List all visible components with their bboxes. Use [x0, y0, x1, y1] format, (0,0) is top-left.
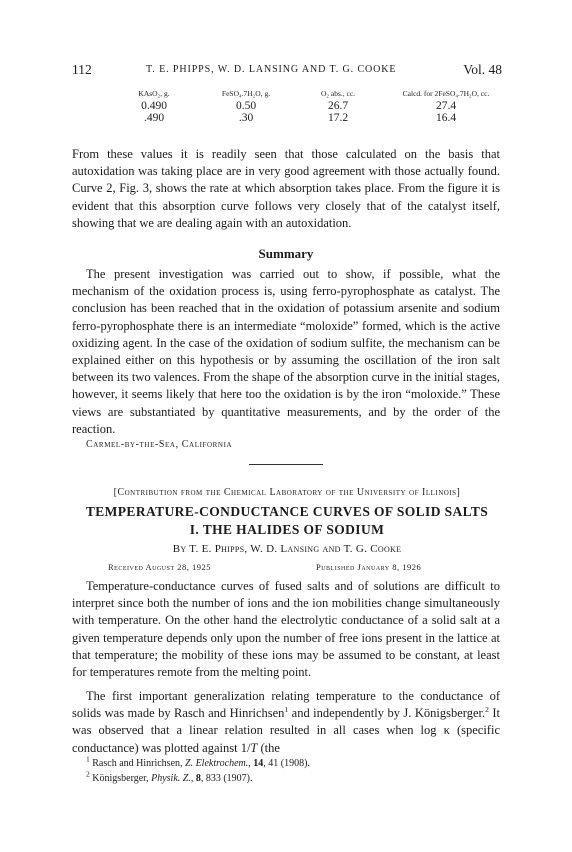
received-date: Received August 28, 1925 — [108, 562, 212, 572]
table-row — [110, 112, 510, 125]
table-header-row — [110, 90, 510, 100]
published-date: Published January 8, 1926 — [316, 562, 422, 572]
data-table — [110, 90, 510, 125]
volume-label: Vol. 48 — [463, 62, 502, 77]
footnote-journal: Physik. Z. — [151, 773, 191, 784]
table-cell: 0.50 — [235, 99, 257, 112]
footnote-volume: 8 — [195, 773, 201, 784]
footnote-pages: , 833 (1907). — [200, 773, 253, 784]
table-cell: 0.490 — [141, 99, 167, 112]
column-header: O₂ abs., cc. — [320, 89, 356, 98]
table-row — [110, 100, 510, 113]
footnote-volume: 14 — [253, 758, 264, 769]
footnote-pages: , 41 (1908). — [263, 758, 310, 769]
text-run: It was observed that a linear relation resulted in all cases when log κ (specific conductance) was plotted against 1/ — [72, 706, 500, 755]
table-cell: 17.2 — [327, 112, 349, 124]
footnote: $^1$ Rasch and Hinrichsen, Z. Elektrochem., 14, 41 (1908). — [86, 754, 310, 769]
body-paragraph: Temperature-conductance curves of fused salts and of solutions are difficult to interpret since both the number of ions and the ion mobilities change simultaneously with temperature. On the other hand the electrolytic conductance of a solid salt at a given temperature depends only upon the number of free ions present in the lattice at that temperature; the mobility of these ions may be assumed to be constant, at least for temperatures remote from the melting point. — [72, 579, 500, 680]
text-run: The first important generalization relating temperature to the conductance of solids was made by Rasch and Hinrichsen — [72, 689, 500, 721]
table-cell: .30 — [238, 112, 254, 124]
footnote-ref[interactable]: 1 — [284, 705, 289, 715]
math-variable: T — [250, 740, 258, 755]
text-run: and independently by J. Königsberger. — [288, 706, 486, 721]
column-header: Calcd. for 2FeSO₄.7H₂O, cc. — [402, 89, 490, 98]
footnote-authors: Königsberger, — [92, 773, 152, 784]
table-cell: 26.7 — [327, 99, 349, 112]
column-header: FeSO₄.7H₂O, g. — [221, 89, 271, 98]
column-header: KAsO₂, g. — [138, 89, 170, 98]
page-number: 112 — [72, 62, 92, 77]
contribution-line: [Contribution from the Chemical Laboratory of the University of Illinois] — [113, 487, 461, 498]
location-line: Carmel-by-the-Sea, California — [86, 439, 233, 450]
running-header — [72, 62, 502, 82]
divider-rule — [249, 464, 323, 465]
footnote-authors: Rasch and Hinrichsen, — [92, 758, 186, 769]
footnote-ref[interactable]: 2 — [485, 705, 489, 715]
author-byline: By T. E. Phipps, W. D. Lansing and T. G. Cooke — [172, 543, 402, 555]
footnote-number: 1 — [86, 754, 90, 764]
running-head-authors: T. E. PHIPPS, W. D. LANSING AND T. G. COOKE — [146, 64, 397, 75]
section-heading-summary: Summary — [258, 246, 314, 261]
text-run: (the — [257, 740, 280, 755]
body-paragraph — [72, 688, 500, 757]
footnote: $^2$ Königsberger, Physik. Z., 8, 833 (1907). — [86, 769, 253, 784]
table-cell: .490 — [143, 112, 165, 124]
table-cell: 27.4 — [435, 99, 457, 112]
article-subtitle: I. THE HALIDES OF SODIUM — [189, 522, 385, 537]
table-cell: 16.4 — [435, 112, 457, 124]
footnote-journal: Z. Elektrochem. — [185, 758, 249, 769]
body-paragraph: From these values it is readily seen that those calculated on the basis that autoxidation was taking place are in very good agreement with those actually found. Curve 2, Fig. 3, shows the rate at which absorption takes place. From the figure it is evident that this absorption curve follows very closely that of the catalyst itself, showing that we are dealing again with an autoxidation. — [72, 147, 500, 230]
footnote-number: 2 — [86, 769, 90, 779]
article-title: TEMPERATURE-CONDUCTANCE CURVES OF SOLID SALTS — [85, 504, 489, 519]
summary-paragraph: The present investigation was carried out to show, if possible, what the mechanism of the oxidation process is, using ferro-pyrophosphate as catalyst. The conclusion has been reached that in the oxidation of potassium arsenite and sodium ferro-pyrophosphate there is an intermediate “moloxide” formed, which is the active oxidizing agent. In the case of the oxidation of sodium sulfite, the mechanism can be explained either on this hypothesis or by assuming the oscillation of the iron salt between its two valences. From the shape of the absorption curve in the initial stages, however, it seems likely that here too the oxidation is by the iron “moloxide.” These views are substantiated by quantitative measurements, and by the order of the reaction. — [72, 267, 500, 436]
